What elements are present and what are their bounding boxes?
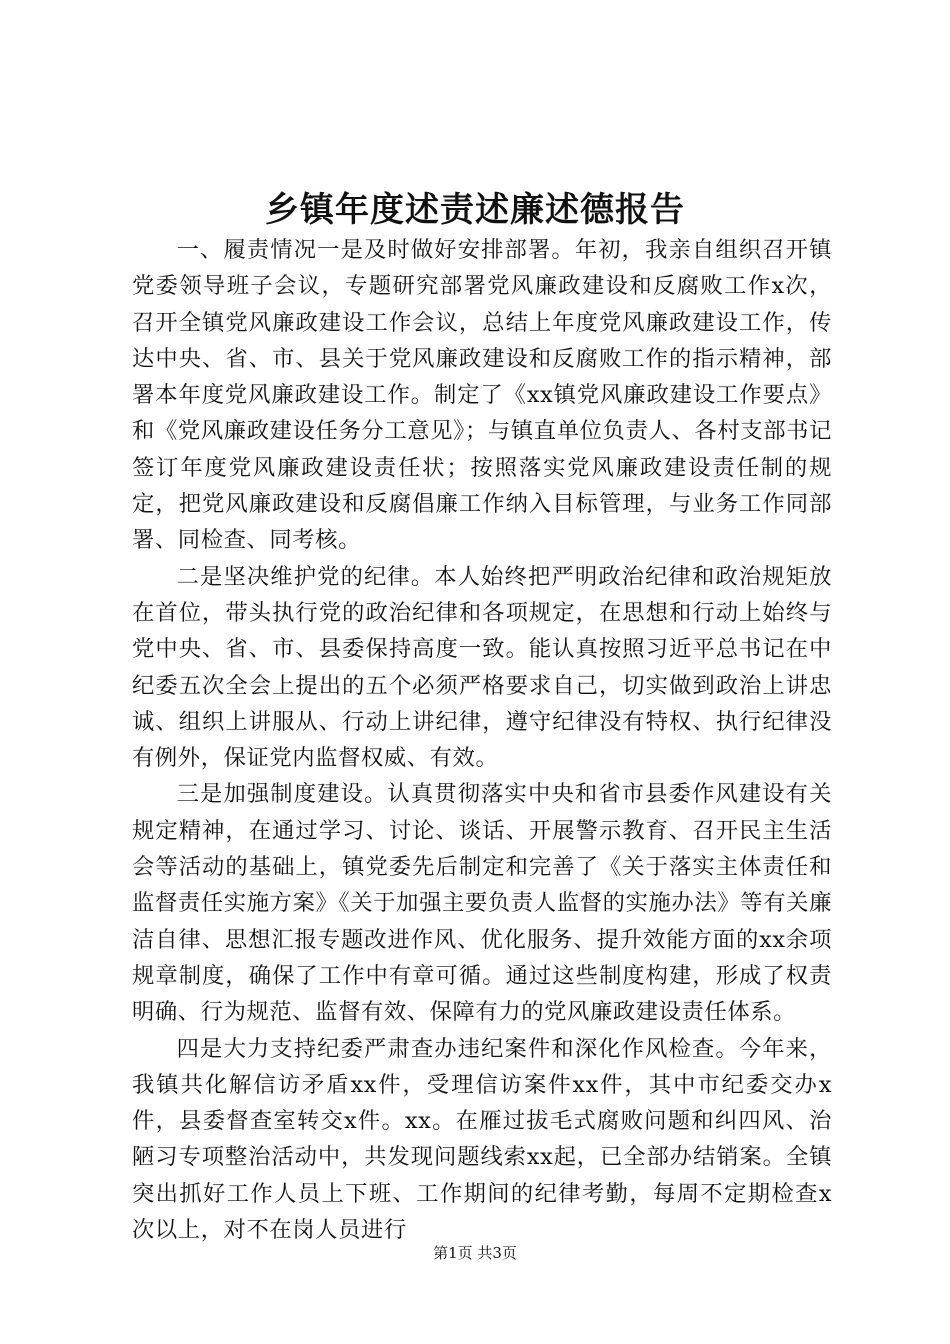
paragraph-4: 四是大力支持纪委严肃查办违纪案件和深化作风检查。今年来，我镇共化解信访矛盾xx件，受理信访案件xx件，其中市纪委交办x件，县委督查室转交x件。xx。在雁过拔毛式腐败问题和纠四风、治陋习专项整治活动中，共发现问题线索xx起，已全部办结销案。全镇突出抓好工作人员上下班、工作期间的纪律考勤，每周不定期检查x次以上，对不在岗人员进行 xyxy=(132,1035,832,1244)
document-body xyxy=(132,232,832,1248)
paragraph-3: 三是加强制度建设。认真贯彻落实中央和省市县委作风建设有关规定精神，在通过学习、讨论、谈话、开展警示教育、召开民主生活会等活动的基础上，镇党委先后制定和完善了《关于落实主体责任和监督责任实施方案》《关于加强主要负责人监督的实施办法》等有关廉洁自律、思想汇报专题改进作风、优化服务、提升效能方面的xx余项规章制度，确保了工作中有章可循。通过这些制度构建，形成了权责明确、行为规范、监督有效、保障有力的党风廉政建设责任体系。 xyxy=(132,781,832,1026)
paragraph-2: 二是坚决维护党的纪律。本人始终把严明政治纪律和政治规矩放在首位，带头执行党的政治纪律和各项规定，在思想和行动上始终与党中央、省、市、县委保持高度一致。能认真按照习近平总书记在中纪委五次全会上提出的五个必须严格要求自己，切实做到政治上讲忠诚、组织上讲服从、行动上讲纪律，遵守纪律没有特权、执行纪律没有例外，保证党内监督权威、有效。 xyxy=(132,563,832,772)
paragraph-1: 一、履责情况一是及时做好安排部署。年初，我亲自组织召开镇党委领导班子会议，专题研究部署党风廉政建设和反腐败工作x次，召开全镇党风廉政建设工作会议，总结上年度党风廉政建设工作，传达中央、省、市、县关于党风廉政建设和反腐败工作的指示精神，部署本年度党风廉政建设工作。制定了《xx镇党风廉政建设工作要点》和《党风廉政建设任务分工意见》；与镇直单位负责人、各村支部书记签订年度党风廉政建设责任状；按照落实党风廉政建设责任制的规定，把党风廉政建设和反腐倡廉工作纳入目标管理，与业务工作同部署、同检查、同考核。 xyxy=(132,237,832,554)
page-footer: 第1页 共3页 xyxy=(433,1244,517,1262)
document-title: 乡镇年度述责述廉述德报告 xyxy=(265,190,685,230)
